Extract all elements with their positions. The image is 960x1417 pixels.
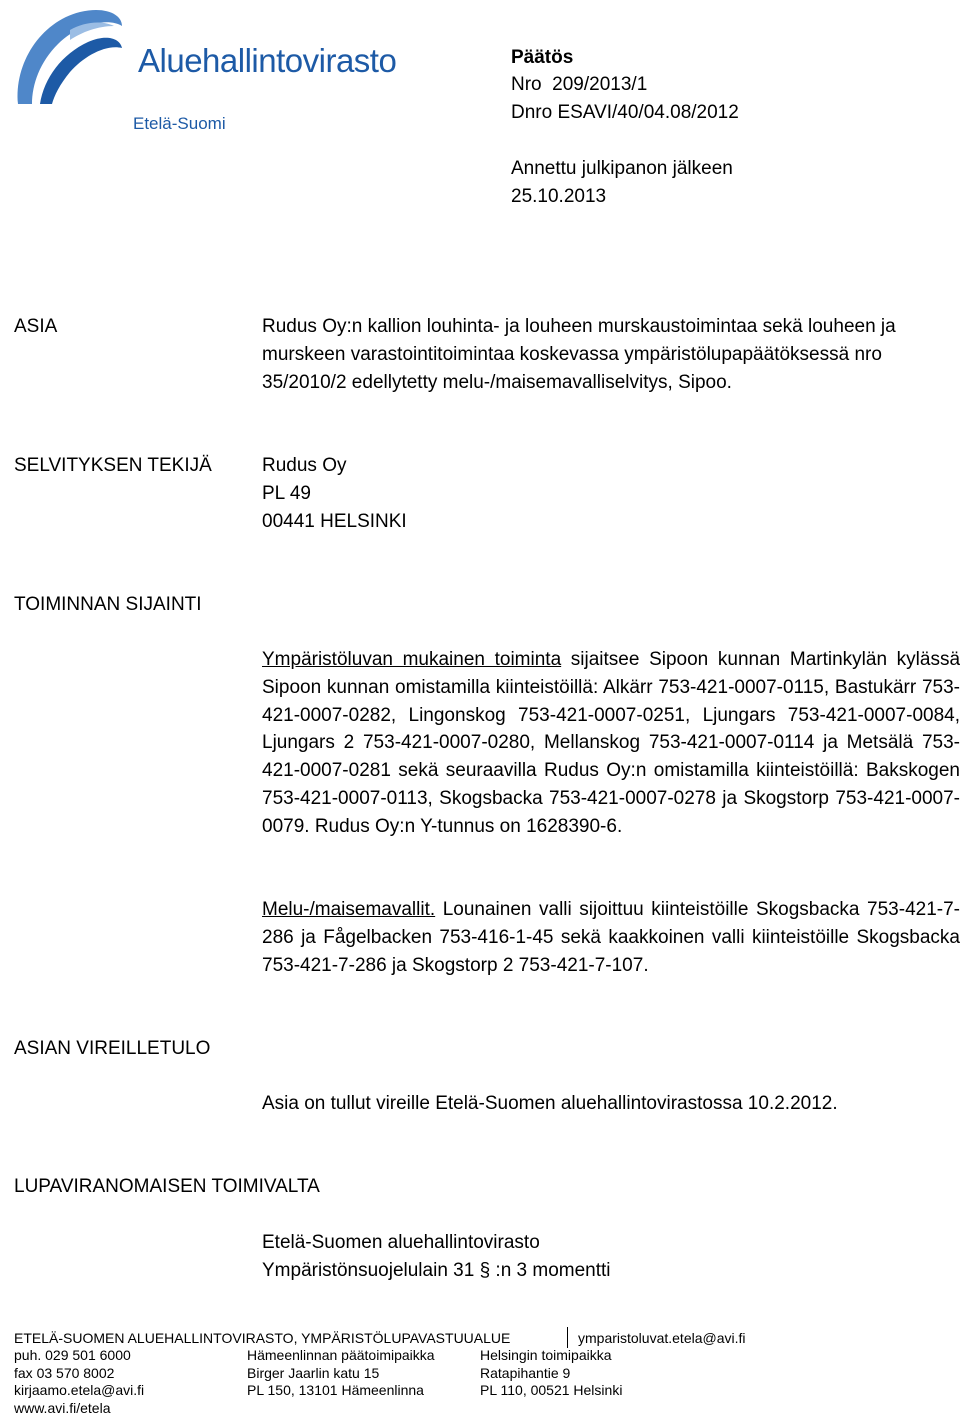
section-text-vireille: Asia on tullut vireille Etelä-Suomen aluehallintovirastossa 10.2.2012. bbox=[262, 1090, 960, 1118]
footer-phone: puh. 029 501 6000 bbox=[14, 1347, 144, 1365]
vallit-heading: Melu-/maisemavallit. bbox=[262, 899, 435, 920]
footer-divider bbox=[567, 1327, 568, 1348]
section-text-sijainti-1 bbox=[262, 646, 960, 841]
section-text-asia: Rudus Oy:n kallion louhinta- ja louheen murskaustoimintaa sekä louheen ja murskeen varastointitoimintaa koskevassa ympäristölupapäätöksessä nro 35/2010/2 edellytetty melu-/maisemavalliselvitys, Sipoo. bbox=[262, 313, 960, 396]
issued-label: Annettu julkipanon jälkeen bbox=[511, 155, 733, 183]
region-label: Etelä-Suomi bbox=[133, 114, 226, 134]
sijainti-body: sijaitsee Sipoon kunnan Martinkylän kylässä Sipoon kunnan omistamilla kiinteistöillä: Alkärr 753-421-0007-0115, Bastukärr 753-421-0007-0282, Lingonskog 753-421-0007-0251, Ljungars 753-421-0007-0084, Ljungars 2 753-421-0007-0280, Mellanskog 753-421-0007-0114 ja Metsälä 753-421-0007-0281 sekä seuraavilla Rudus Oy:n omistamilla kiinteistöillä: Bakskogen 753-421-0007-0113, Skogsbacka 753-421-0007-0278 ja Skogstorp 753-421-0007-0079. Rudus Oy:n Y-tunnus on 1628390-6. bbox=[262, 649, 960, 837]
footer-office-postal: PL 110, 00521 Helsinki bbox=[480, 1382, 622, 1400]
section-label-sijainti: TOIMINNAN SIJAINTI bbox=[14, 594, 202, 616]
footer-office-street: Birger Jaarlin katu 15 bbox=[247, 1365, 435, 1383]
footer-col-hameenlinna bbox=[247, 1347, 435, 1400]
vallit-body: Lounainen valli sijoittuu kiinteistöille Skogsbacka 753-421-7-286 ja Fågelbacken 753-416-1-45 sekä kaakkoinen valli kiinteistöille Skogsbacka 753-421-7-286 ja Skogstorp 2 753-421-7-107. bbox=[262, 899, 960, 976]
tekija-line: 00441 HELSINKI bbox=[262, 508, 960, 536]
tekija-line: PL 49 bbox=[262, 480, 960, 508]
footer-title: ETELÄ-SUOMEN ALUEHALLINTOVIRASTO, YMPÄRISTÖLUPAVASTUUALUE bbox=[14, 1330, 510, 1348]
section-text-tekija bbox=[262, 452, 960, 535]
diary-number: Dnro ESAVI/40/04.08/2012 bbox=[511, 99, 739, 127]
footer-office-postal: PL 150, 13101 Hämeenlinna bbox=[247, 1382, 435, 1400]
footer-office-title: Hämeenlinnan päätoimipaikka bbox=[247, 1347, 435, 1365]
footer-office-street: Ratapihantie 9 bbox=[480, 1365, 622, 1383]
sijainti-heading: Ympäristöluvan mukainen toiminta bbox=[262, 649, 561, 670]
footer-col-helsinki bbox=[480, 1347, 622, 1400]
section-label-toimivalta: LUPAVIRANOMAISEN TOIMIVALTA bbox=[14, 1176, 320, 1198]
footer-col-contact bbox=[14, 1347, 144, 1417]
agency-logo bbox=[10, 4, 390, 114]
logo-swoosh-icon bbox=[10, 4, 130, 114]
toimivalta-line-1: Etelä-Suomen aluehallintovirasto bbox=[262, 1229, 960, 1257]
section-label-vireille: ASIAN VIREILLETULO bbox=[14, 1038, 210, 1060]
decision-number: Nro 209/2013/1 bbox=[511, 71, 647, 99]
section-text-sijainti-2 bbox=[262, 896, 960, 979]
footer-registry-email: kirjaamo.etela@avi.fi bbox=[14, 1382, 144, 1400]
section-label-tekija: SELVITYKSEN TEKIJÄ bbox=[14, 455, 212, 477]
issued-date: 25.10.2013 bbox=[511, 183, 606, 211]
section-label-asia: ASIA bbox=[14, 316, 57, 338]
footer-office-title: Helsingin toimipaikka bbox=[480, 1347, 622, 1365]
tekija-line: Rudus Oy bbox=[262, 452, 960, 480]
document-type: Päätös bbox=[511, 44, 573, 72]
footer-website: www.avi.fi/etela bbox=[14, 1400, 144, 1417]
toimivalta-line-2: Ympäristönsuojelulain 31 § :n 3 momentti bbox=[262, 1257, 960, 1285]
footer-fax: fax 03 570 8002 bbox=[14, 1365, 144, 1383]
footer-email: ymparistoluvat.etela@avi.fi bbox=[578, 1330, 746, 1348]
logo-wordmark: Aluehallintovirasto bbox=[138, 42, 396, 80]
